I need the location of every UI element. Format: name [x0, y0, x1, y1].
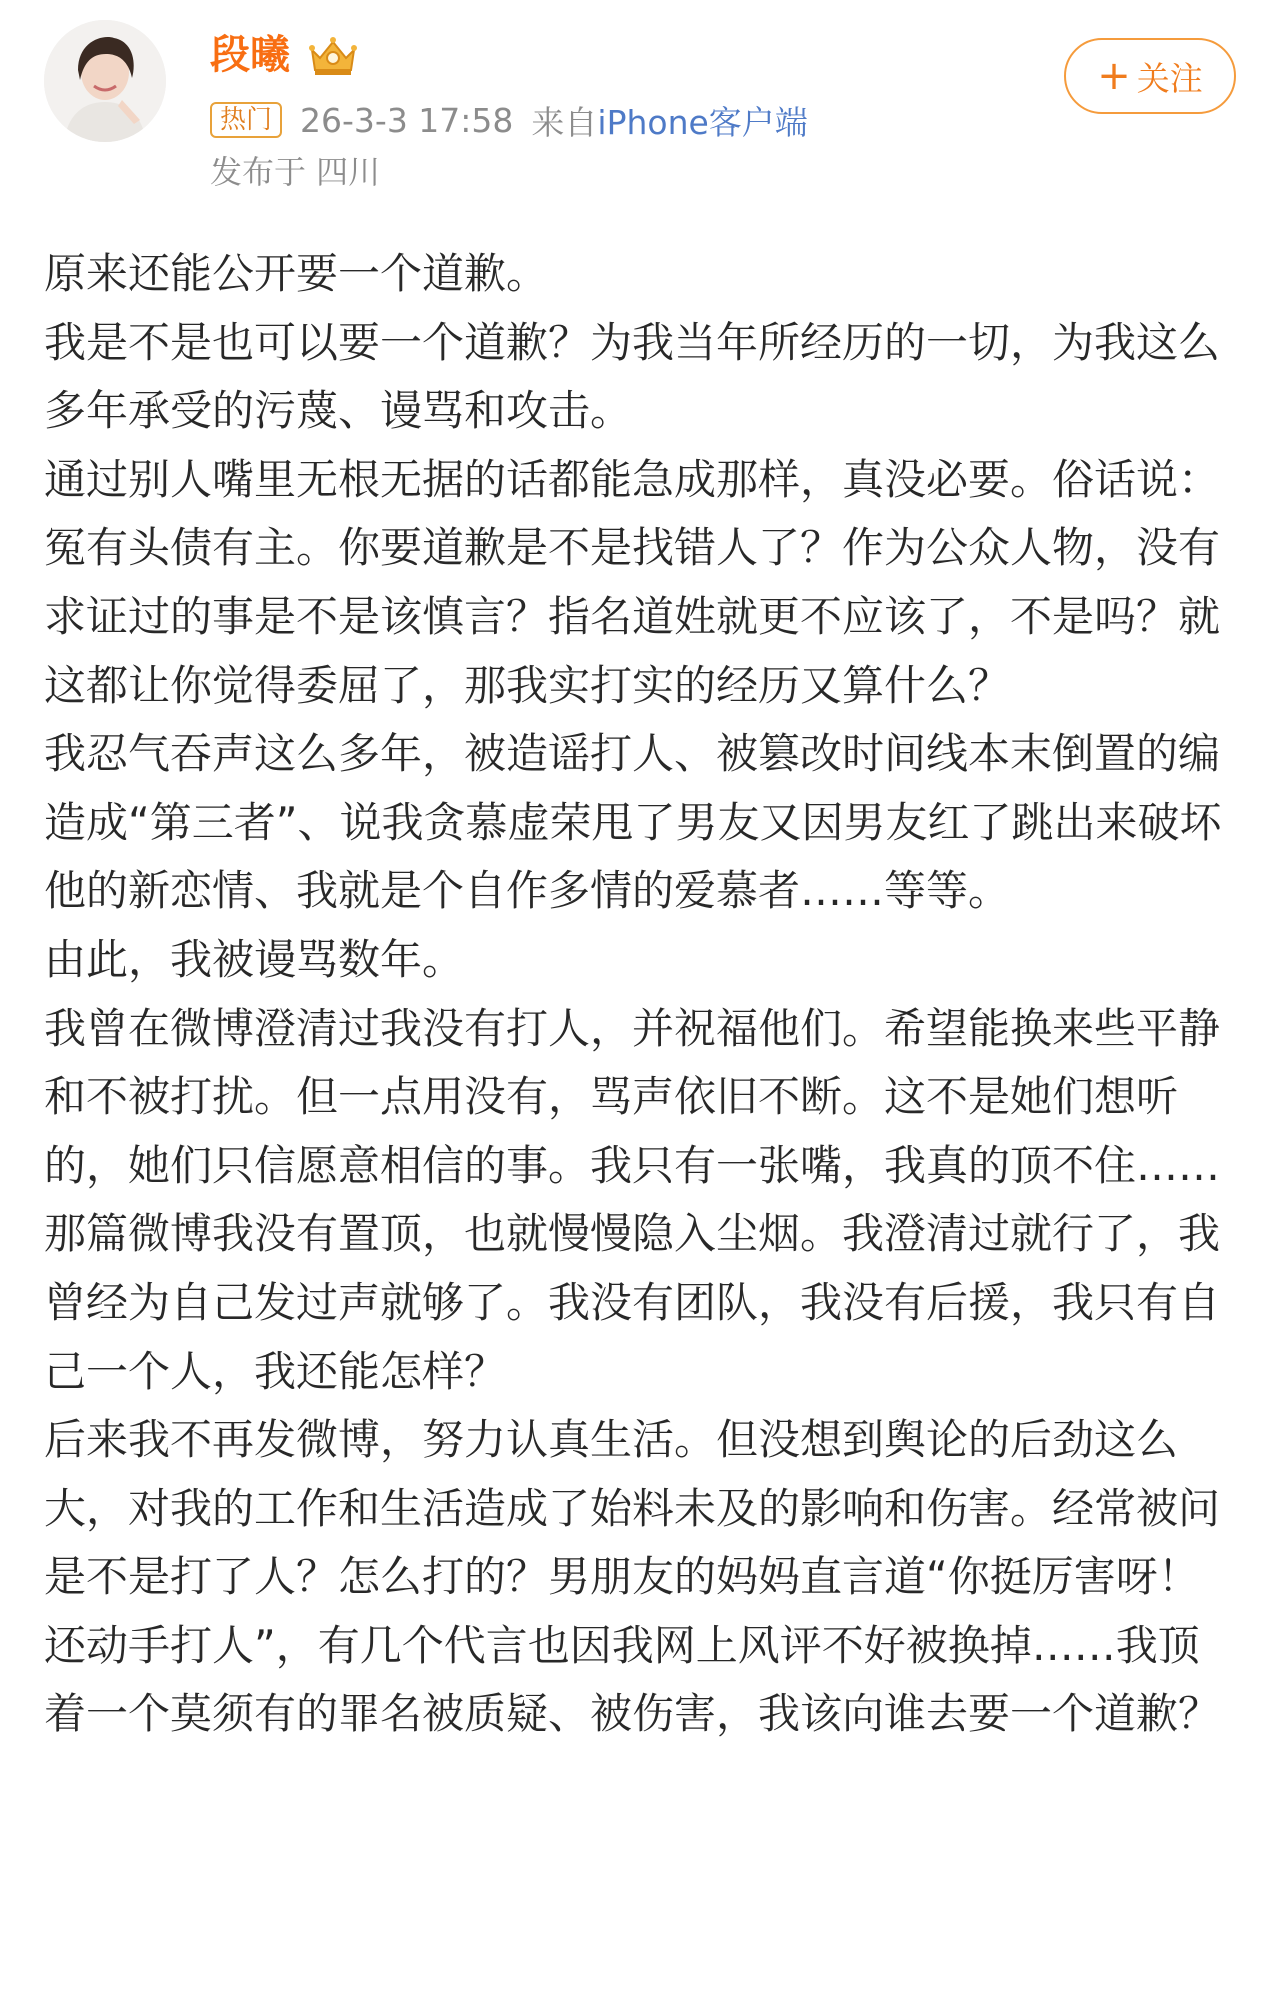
- post-paragraph: 那篇微博我没有置顶，也就慢慢隐入尘烟。我澄清过就行了，我曾经为自己发过声就够了。我没有团队，我没有后援，我只有自己一个人，我还能怎样？: [44, 1209, 1221, 1396]
- avatar-image: [44, 20, 166, 142]
- post-paragraph: 我忍气吞声这么多年，被造谣打人、被篡改时间线本末倒置的编造成“第三者”、说我贪慕虚荣甩了男友又因男友红了跳出来破坏他的新恋情、我就是个自作多情的爱慕者……等等。: [44, 729, 1222, 916]
- post-paragraph: 由此，我被谩骂数年。: [44, 934, 465, 984]
- source-prefix: 来自: [531, 102, 598, 142]
- post-header: [0, 0, 1280, 230]
- hot-badge: 热门: [210, 102, 282, 138]
- source-link[interactable]: iPhone客户端: [597, 102, 808, 142]
- follow-button[interactable]: [1064, 38, 1236, 114]
- post-paragraph: 原来还能公开要一个道歉。: [44, 249, 549, 298]
- post-location: 发布于 四川: [210, 153, 381, 191]
- post-paragraph: 后来我不再发微博，努力认真生活。但没想到舆论的后劲这么大，对我的工作和生活造成了始料未及的影响和伤害。经常被问是不是打了人？怎么打的？男朋友的妈妈直言道“你挺厉害呀！还动手打人”，有几个代言也因我网上风评不好被换掉……我顶着一个莫须有的罪名被质疑、被伤害，我该向谁去要一个道歉？: [44, 1415, 1221, 1739]
- post-paragraph: 我曾在微博澄清过我没有打人，并祝福他们。希望能换来些平静和不被打扰。但一点用没有，骂声依旧不断。这不是她们想听的，她们只信愿意相信的事。我只有一张嘴，我真的顶不住……: [44, 1003, 1221, 1190]
- author-name[interactable]: 段曦: [210, 32, 290, 78]
- post-body: [44, 240, 1240, 1749]
- post-paragraph: 我是不是也可以要一个道歉？为我当年所经历的一切，为我这么多年承受的污蔑、谩骂和攻击。: [44, 317, 1221, 436]
- avatar[interactable]: [44, 20, 166, 142]
- plus-icon: +: [1097, 53, 1131, 99]
- post-meta: [210, 98, 808, 142]
- crown-icon: [306, 34, 360, 78]
- post-paragraph: 通过别人嘴里无根无据的话都能急成那样，真没必要。俗话说：冤有头债有主。你要道歉是不是找错人了？作为公众人物，没有求证过的事是不是该慎言？指名道姓就更不应该了，不是吗？就这都让你觉得委屈了，那我实打实的经历又算什么？: [44, 454, 1221, 710]
- post-time: 26-3-3 17:58: [300, 100, 514, 140]
- follow-label: 关注: [1136, 58, 1203, 98]
